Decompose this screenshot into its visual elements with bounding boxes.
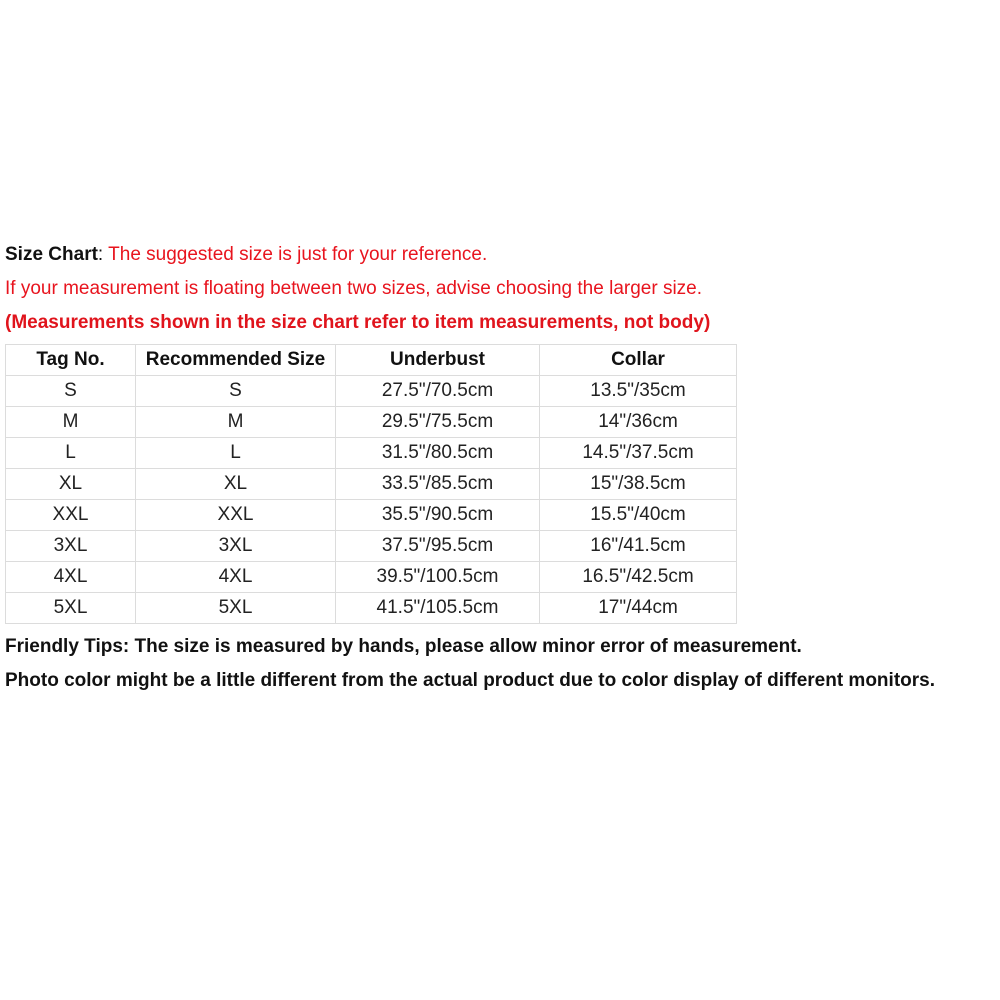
cell-collar: 16.5"/42.5cm	[540, 562, 737, 593]
cell-tag-no: S	[6, 376, 136, 407]
cell-collar: 17"/44cm	[540, 593, 737, 624]
cell-recommended-size: XL	[136, 469, 336, 500]
cell-recommended-size: L	[136, 438, 336, 469]
cell-underbust: 41.5"/105.5cm	[336, 593, 540, 624]
cell-underbust: 29.5"/75.5cm	[336, 407, 540, 438]
table-header-row	[6, 345, 737, 376]
cell-recommended-size: 3XL	[136, 531, 336, 562]
size-chart-label: Size Chart	[5, 244, 98, 265]
cell-tag-no: 5XL	[6, 593, 136, 624]
size-chart-document	[5, 238, 999, 698]
cell-collar: 15"/38.5cm	[540, 469, 737, 500]
cell-collar: 13.5"/35cm	[540, 376, 737, 407]
size-chart-intro	[5, 238, 999, 272]
cell-recommended-size: 4XL	[136, 562, 336, 593]
header-recommended-size: Recommended Size	[136, 345, 336, 376]
cell-recommended-size: S	[136, 376, 336, 407]
cell-collar: 14"/36cm	[540, 407, 737, 438]
cell-underbust: 37.5"/95.5cm	[336, 531, 540, 562]
cell-recommended-size: M	[136, 407, 336, 438]
cell-tag-no: L	[6, 438, 136, 469]
cell-underbust: 31.5"/80.5cm	[336, 438, 540, 469]
reference-note: The suggested size is just for your reference.	[108, 244, 488, 265]
table-row	[6, 531, 737, 562]
table-row	[6, 438, 737, 469]
cell-collar: 16"/41.5cm	[540, 531, 737, 562]
cell-underbust: 35.5"/90.5cm	[336, 500, 540, 531]
table-row	[6, 562, 737, 593]
cell-underbust: 33.5"/85.5cm	[336, 469, 540, 500]
table-row	[6, 376, 737, 407]
cell-collar: 14.5"/37.5cm	[540, 438, 737, 469]
header-collar: Collar	[540, 345, 737, 376]
cell-recommended-size: 5XL	[136, 593, 336, 624]
table-row	[6, 469, 737, 500]
friendly-tips: Friendly Tips: The size is measured by hands, please allow minor error of measurement.	[5, 636, 802, 657]
cell-tag-no: 4XL	[6, 562, 136, 593]
cell-tag-no: 3XL	[6, 531, 136, 562]
table-row	[6, 593, 737, 624]
cell-collar: 15.5"/40cm	[540, 500, 737, 531]
cell-recommended-size: XXL	[136, 500, 336, 531]
header-underbust: Underbust	[336, 345, 540, 376]
cell-underbust: 27.5"/70.5cm	[336, 376, 540, 407]
cell-tag-no: M	[6, 407, 136, 438]
table-row	[6, 500, 737, 531]
cell-tag-no: XL	[6, 469, 136, 500]
measurement-note: (Measurements shown in the size chart refer to item measurements, not body)	[5, 312, 711, 333]
photo-color-note: Photo color might be a little different from the actual product due to color display of different monitors.	[5, 670, 935, 691]
sizing-advice: If your measurement is floating between two sizes, advise choosing the larger size.	[5, 278, 703, 299]
size-chart-colon: :	[97, 244, 109, 265]
table-row	[6, 407, 737, 438]
size-table	[5, 344, 737, 624]
header-tag-no: Tag No.	[6, 345, 136, 376]
cell-tag-no: XXL	[6, 500, 136, 531]
cell-underbust: 39.5"/100.5cm	[336, 562, 540, 593]
